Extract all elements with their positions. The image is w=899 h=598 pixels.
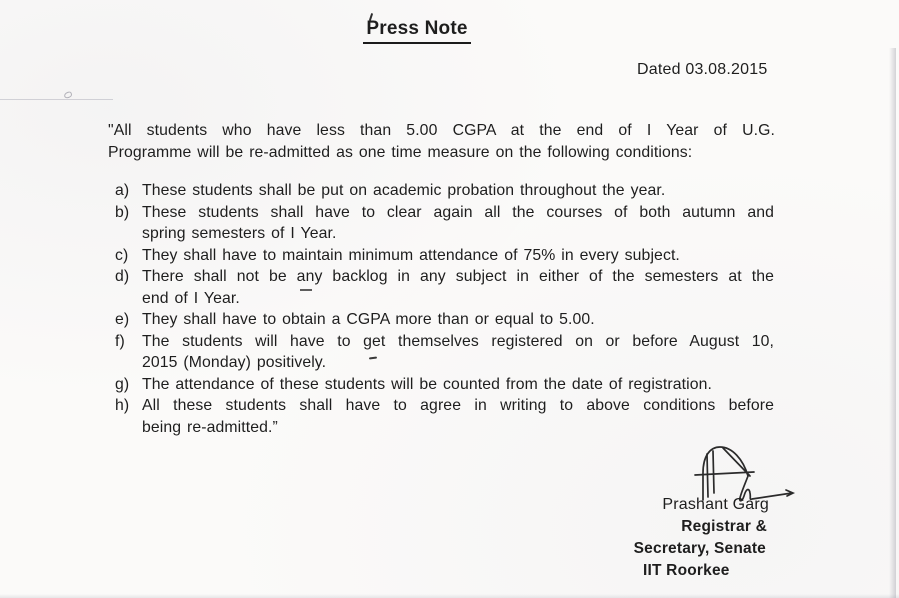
list-item-line: These students shall be put on academic probation throughout the year.	[142, 182, 666, 199]
list-item-label: e)	[115, 311, 130, 328]
list-item	[115, 309, 775, 331]
list-item-text	[142, 395, 774, 438]
list-item-label: c)	[115, 246, 129, 264]
list-item	[115, 266, 775, 309]
list-item-line: All these students shall have to agree in writing to above conditions before	[142, 397, 774, 414]
list-item	[115, 374, 775, 396]
signatory-name: Prashant Garg	[662, 496, 769, 513]
scan-speck	[63, 91, 72, 99]
intro-line: Programme will be re-admitted as one time measure on the following conditions:	[108, 143, 693, 161]
list-item-line: They shall have to obtain a CGPA more than or equal to 5.00.	[142, 311, 595, 328]
intro-paragraph	[108, 120, 775, 163]
list-item-line: They shall have to maintain minimum attendance of 75% in every subject.	[142, 246, 680, 264]
conditions-list	[115, 180, 775, 438]
list-item-text	[142, 245, 774, 267]
list-item-line: These students shall have to clear again all the courses of both autumn and	[142, 203, 774, 221]
list-item-label: f)	[115, 332, 125, 350]
list-item-text	[142, 202, 774, 245]
list-item-text	[142, 374, 774, 396]
signatory-designation: Registrar &	[681, 518, 767, 535]
list-item	[115, 245, 775, 267]
intro-line: "All students who have less than 5.00 CGPA at the end of I Year of U.G.	[108, 122, 775, 139]
list-item-line: The attendance of these students will be counted from the date of registration.	[142, 375, 713, 393]
list-item-line: The students will have to get themselves registered on or before August 10,	[142, 332, 774, 350]
scan-edge-shadow	[889, 48, 896, 598]
list-item-label: b)	[115, 203, 130, 221]
list-item-label: g)	[115, 375, 130, 393]
list-item-line: being re-admitted.”	[142, 418, 278, 436]
list-item-line: There shall not be any backlog in any subject in either of the semesters at the	[142, 268, 774, 285]
list-item-text	[142, 331, 774, 374]
list-item-label: d)	[115, 268, 130, 285]
list-item-text	[142, 180, 774, 202]
list-item-text	[142, 266, 774, 309]
list-item	[115, 395, 775, 438]
scan-bottom-shadow	[0, 594, 899, 598]
list-item	[115, 331, 775, 374]
title-row	[0, 18, 834, 44]
scan-crease-line	[0, 99, 113, 100]
list-item-line: 2015 (Monday) positively.	[142, 354, 327, 371]
list-item-label: a)	[115, 182, 130, 199]
signatory-designation-secondary: Secretary, Senate	[633, 540, 766, 557]
list-item-label: h)	[115, 397, 130, 414]
page-title: Press Note	[363, 18, 470, 44]
list-item	[115, 202, 775, 245]
document-date: Dated 03.08.2015	[637, 61, 768, 78]
handwritten-signature	[688, 442, 800, 506]
list-item	[115, 180, 775, 202]
list-item-line: end of I Year.	[142, 289, 240, 307]
list-item-text	[142, 309, 774, 331]
list-item-line: spring semesters of I Year.	[142, 225, 337, 242]
signatory-organization: IIT Roorkee	[643, 562, 730, 579]
